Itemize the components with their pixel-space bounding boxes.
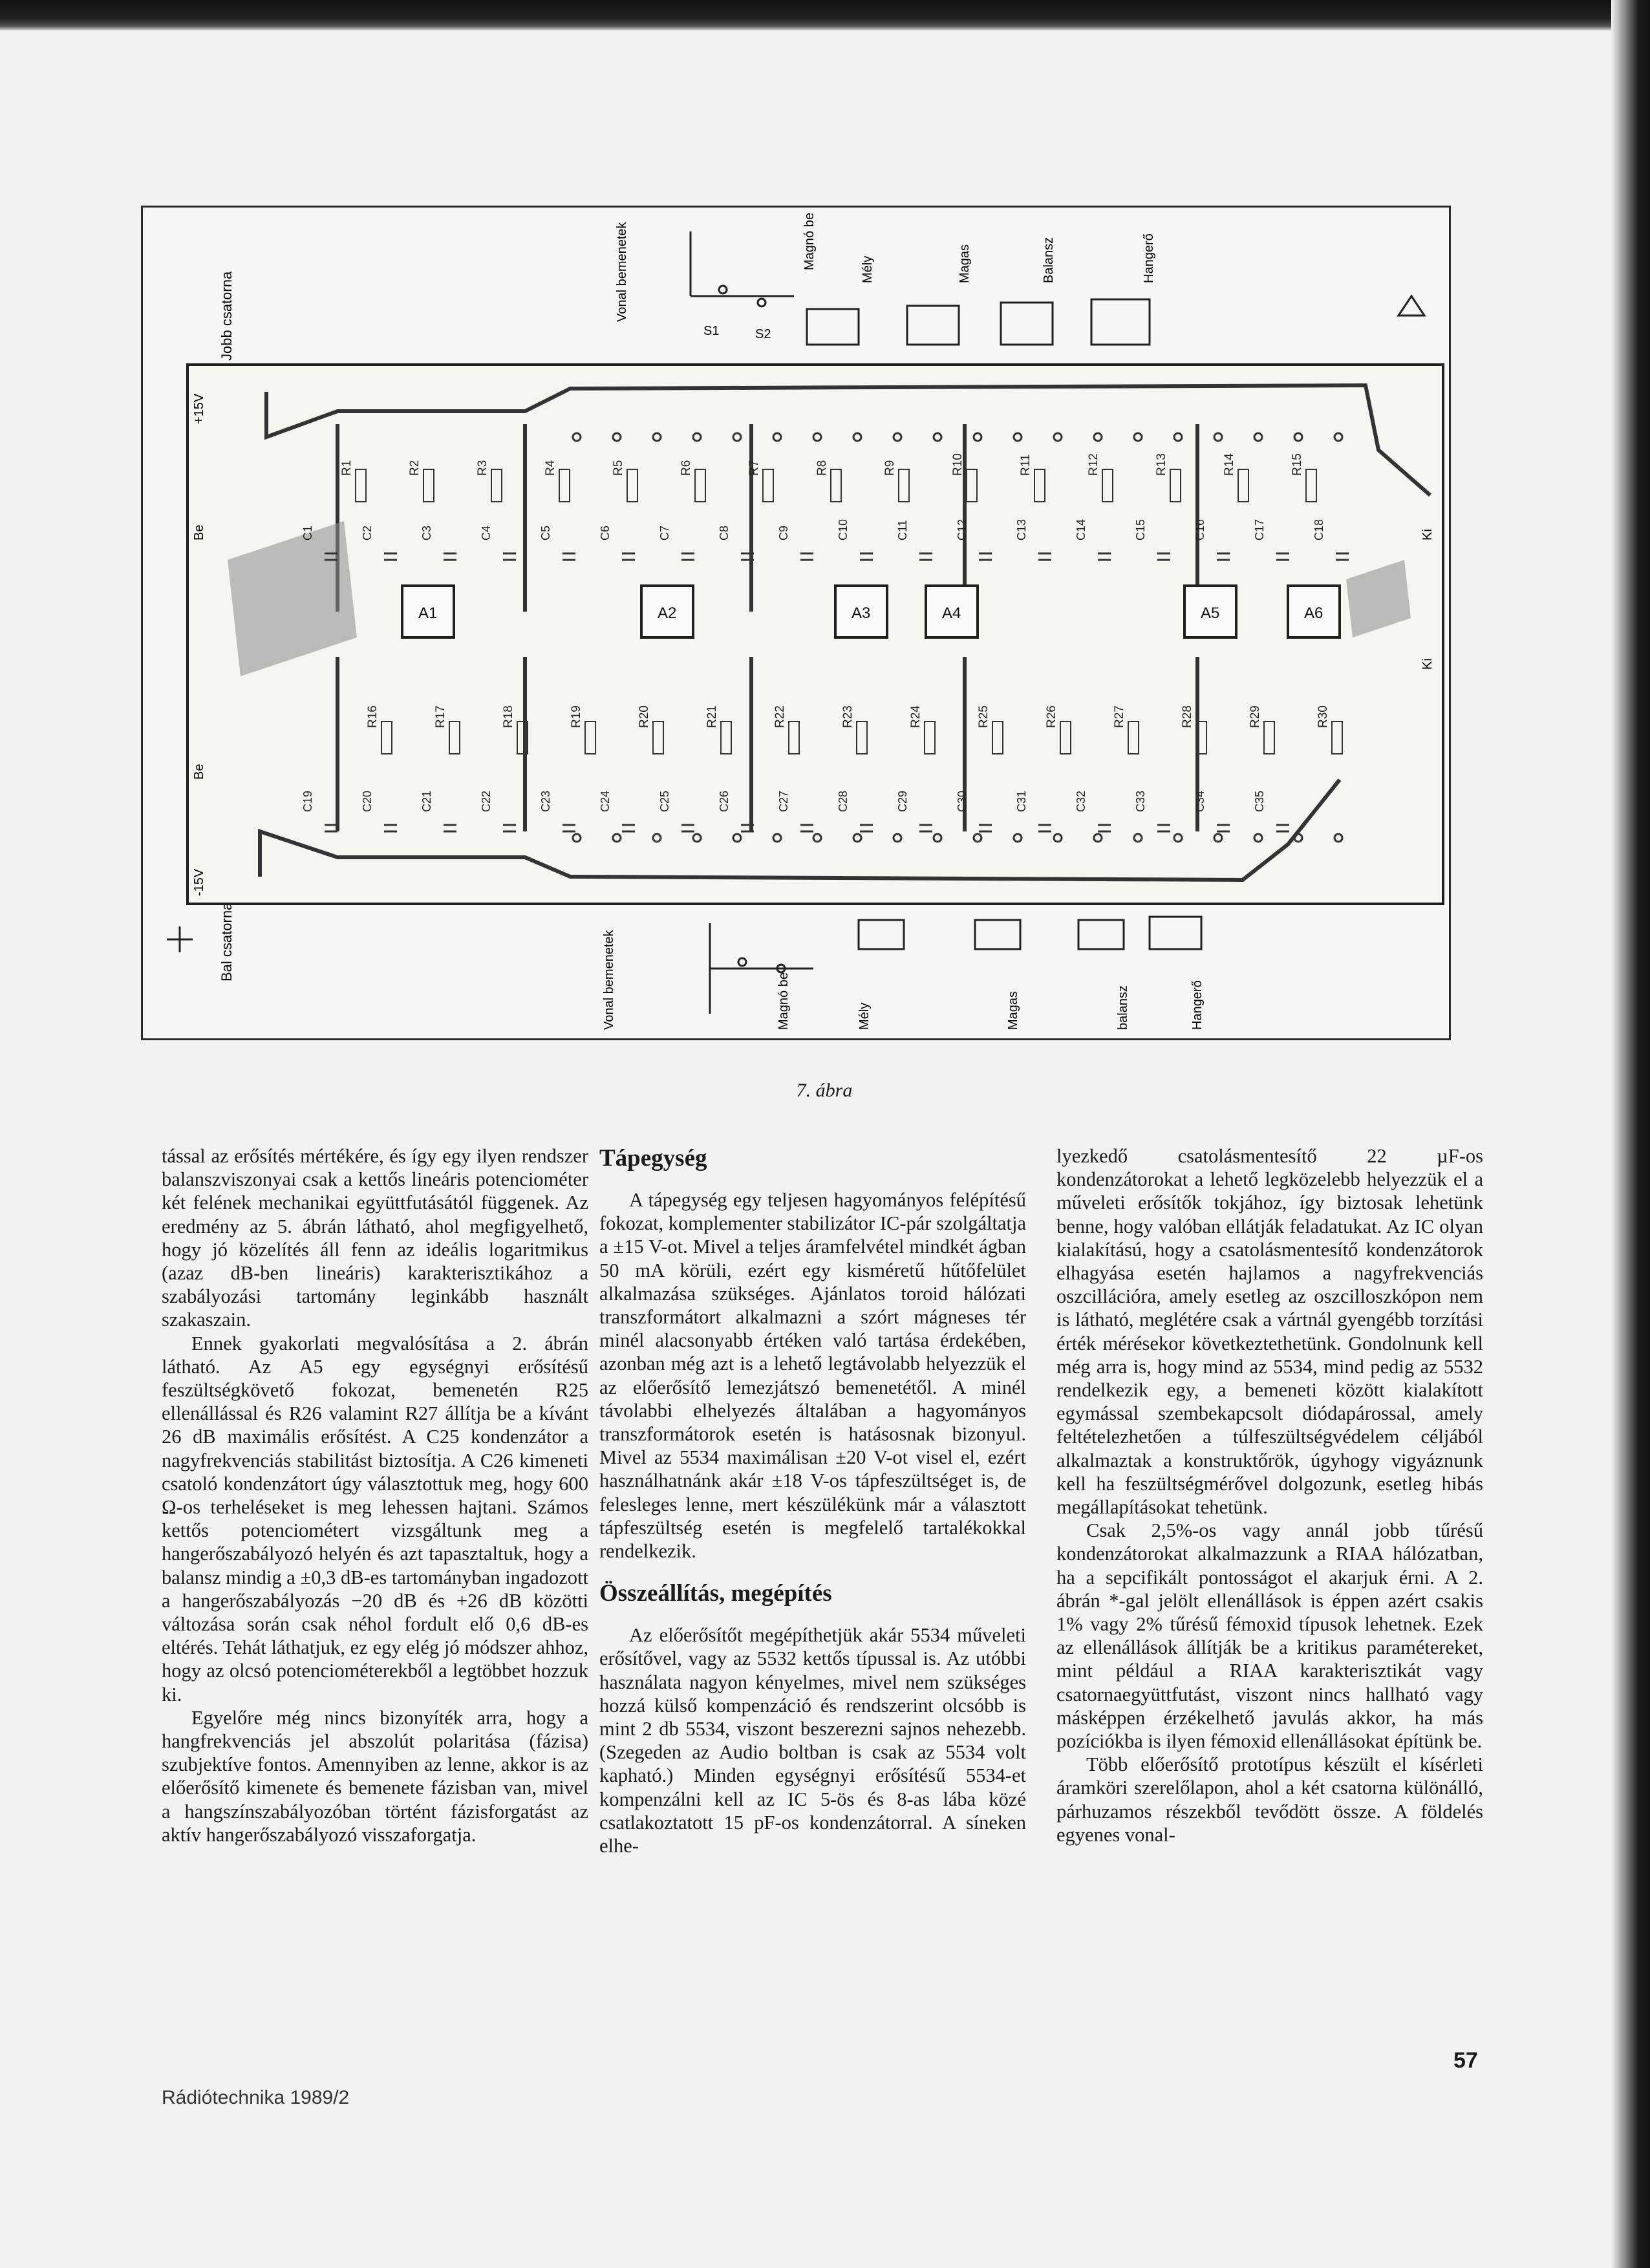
solder-pad <box>733 834 741 842</box>
solder-pad <box>894 834 901 842</box>
svg-text:C27: C27 <box>777 790 790 812</box>
svg-text:C8: C8 <box>718 525 731 540</box>
capacitor-c14 <box>1075 519 1111 560</box>
resistor-r25 <box>977 705 1003 754</box>
pcb-board <box>186 363 1444 905</box>
capacitor-c24 <box>599 791 635 831</box>
capacitor-c27 <box>777 791 813 831</box>
svg-text:R24: R24 <box>909 705 923 728</box>
capacitor-c19 <box>301 791 338 831</box>
svg-text:C28: C28 <box>837 790 850 812</box>
paragraph: Több előerősítő prototípus készült el kísérleti áramköri szerelőlapon, ahol a két csatorna különálló, párhuzamos részekből tevődött össze. A földelés egyenes vonal- <box>1056 1753 1483 1846</box>
capacitor-c11 <box>896 520 932 560</box>
solder-pad <box>1134 834 1142 842</box>
capacitor-c32 <box>1075 791 1111 831</box>
svg-text:C35: C35 <box>1253 790 1266 812</box>
svg-text:C20: C20 <box>361 790 374 812</box>
svg-text:R19: R19 <box>570 705 583 728</box>
svg-text:C22: C22 <box>480 790 493 812</box>
scan-top-edge <box>0 0 1650 31</box>
resistor-r15 <box>1291 453 1316 502</box>
svg-text:R21: R21 <box>705 705 719 728</box>
resistor-r22 <box>773 705 799 754</box>
svg-text:R12: R12 <box>1087 453 1100 476</box>
bass-label: Mély <box>861 255 875 283</box>
solder-pad <box>1254 834 1262 842</box>
resistor-r30 <box>1316 705 1342 754</box>
svg-text:C29: C29 <box>896 790 909 812</box>
paragraph: A tápegység egy teljesen hagyományos felépítésű fokozat, komplementer stabilizátor IC-pár szolgáltatja a ±15 V-ot. Mivel a teljes áramfelvétel mindkét ágban 50 mA körüli, ezért egy kisméretű hűtőfelület alkalmazása szükséges. Ajánlatos toroid hálózati transzformátort alkalmazni a szórt mágneses tér minél alacsonyabb értéken való tartása érdekében, azonban még azt is a lehető legtávolabb helyezzük el az előerősítő lemezjátszó bemenetétől. A minél távolabbi elhelyezés általában a hagyományos transzformátorok esetén is hatásosnak bizonyul. Mivel az 5534 maximálisan ±20 V-ot visel el, ezért használhatnánk akár ±18 V-os tápfeszültséget is, de felesleges lenne, mert készülékünk már a választott tápfeszültség esetén is megfelelő tartalékokkal rendelkezik. <box>599 1189 1026 1563</box>
svg-text:R20: R20 <box>638 705 651 728</box>
supply-plus-label: +15V <box>192 393 206 424</box>
solder-pad <box>1294 433 1302 441</box>
solder-pad <box>573 433 581 441</box>
svg-text:R5: R5 <box>612 460 625 476</box>
svg-text:R13: R13 <box>1155 453 1168 476</box>
balance-label: Balansz <box>1042 237 1056 283</box>
svg-text:C16: C16 <box>1194 519 1206 540</box>
capacitor-c35 <box>1253 791 1289 831</box>
svg-text:C6: C6 <box>599 525 612 540</box>
solder-pad <box>1014 433 1022 441</box>
solder-pad <box>813 834 821 842</box>
svg-text:C17: C17 <box>1253 519 1266 540</box>
svg-text:C34: C34 <box>1194 790 1206 812</box>
capacitor-c20 <box>361 791 397 831</box>
capacitor-c26 <box>718 791 754 831</box>
capacitor-c7 <box>658 526 694 560</box>
capacitor-c3 <box>420 526 456 560</box>
text-column-2 <box>599 1144 1026 1857</box>
svg-text:C1: C1 <box>301 525 314 540</box>
svg-text:R28: R28 <box>1181 705 1194 728</box>
solder-pad <box>1134 433 1142 441</box>
resistor-r1 <box>340 460 366 502</box>
solder-pad <box>653 433 661 441</box>
svg-text:R17: R17 <box>434 705 447 728</box>
resistor-r6 <box>680 460 705 502</box>
svg-text:R14: R14 <box>1223 453 1236 476</box>
svg-text:C30: C30 <box>956 790 969 812</box>
paragraph: Egyelőre még nincs bizonyíték arra, hogy a hangfrekvenciás jel abszolút polaritása (fázisa) szubjektíve fontos. Amennyiben az lenne, akkor is az előerősítő kimenete és bemenete fázisban van, mivel a hangszínszabályozóban történt fázisforgatást az aktív hangerőszabályozó visszaforgatja. <box>162 1706 588 1846</box>
resistor-r11 <box>1019 455 1045 502</box>
capacitor-c4 <box>480 526 516 560</box>
capacitor-c31 <box>1015 791 1051 831</box>
svg-text:R8: R8 <box>815 460 829 476</box>
svg-text:C9: C9 <box>777 525 790 540</box>
tape-in-label: Magnó be <box>777 972 791 1030</box>
text-column-1 <box>162 1144 588 1846</box>
switch-s2-label: S2 <box>755 327 771 341</box>
svg-text:R26: R26 <box>1045 705 1058 728</box>
resistor-r19 <box>570 705 595 754</box>
opamp-label: A3 <box>852 604 871 622</box>
solder-pad <box>1054 433 1062 441</box>
resistor-r2 <box>408 460 434 502</box>
svg-text:R3: R3 <box>476 460 489 476</box>
capacitor-c18 <box>1312 519 1349 560</box>
svg-text:R30: R30 <box>1316 705 1330 728</box>
solder-pad <box>573 834 581 842</box>
capacitor-c22 <box>480 791 516 831</box>
resistor-r20 <box>638 705 663 754</box>
capacitor-c15 <box>1134 519 1170 560</box>
right-channel-label-text: Jobb csatorna <box>219 271 235 361</box>
svg-text:C23: C23 <box>539 790 552 812</box>
svg-text:R2: R2 <box>408 460 422 476</box>
svg-text:C3: C3 <box>420 525 433 540</box>
solder-pad <box>1054 834 1062 842</box>
resistor-r17 <box>434 705 460 754</box>
solder-pad <box>1174 433 1182 441</box>
resistor-r27 <box>1113 705 1139 754</box>
svg-text:R7: R7 <box>747 460 761 476</box>
volume-label: Hangerő <box>1190 980 1205 1030</box>
solder-pad <box>1174 834 1182 842</box>
solder-pad <box>1334 834 1342 842</box>
scan-right-edge <box>1611 0 1650 2268</box>
svg-text:C18: C18 <box>1312 519 1325 540</box>
figure-caption: 7. ábra <box>796 1080 853 1101</box>
solder-pad <box>853 433 861 441</box>
journal-footer: Rádiótechnika 1989/2 <box>162 2087 350 2108</box>
paragraph: Csak 2,5%-os vagy annál jobb tűrésű kondenzátorokat alkalmazzunk a RIAA hálózatban, ha a sepcifikált pontosságot el akarjuk érni. A 2. ábrán *-gal jelölt ellenállások is éppen azért csakis 1% vagy 2% tűrésű fémoxid típusok lehetnek. Ezek az ellenállások állítják be a kritikus paramétereket, mint például a RIAA karakterisztikát vagy csatornaegyüttfutást, viszont nincs hallható vagy másképpen érzékelhető javulás akkor, ha más pozíciókba is ilyen fémoxid ellenállásokat építünk be. <box>1056 1519 1483 1753</box>
capacitor-c17 <box>1253 519 1289 560</box>
solder-pad <box>693 433 701 441</box>
paragraph: lyezkedő csatolásmentesítő 22 µF-os kondenzátorokat a lehető legközelebb helyezzük el a műveleti erősítők tokjához, így biztosak lehetünk benne, hogy valóban ellátják feladatukat. Az IC olyan kialakítású, hogy a csatolásmentesítő kondenzátorok elhagyása esetén hajlamos a nagyfrekvenciás oszcillációra, amely esetleg az oszcilloszkópon nem is látható, meglétére csak a vártnál gyengébb torzítási érték mérésekor következtethetünk. Gondolnunk kell még arra is, hogy mind az 5534, mind pedig az 5532 rendelkezik egy, a bemeneti között kialakított egymással szembekapcsolt diódapárossal, amely feltételezhetően a túlfeszültségvédelem céljából alkalmaztak a konstruktőrök, úgyhogy vigyáznunk kell ha feszültségmérővel dolgozunk, esetleg hibás megállapításokat tehetünk. <box>1056 1145 1483 1519</box>
text-column-3 <box>1056 1144 1483 1846</box>
capacitor-c12 <box>956 519 992 560</box>
input-label: Be <box>192 764 206 780</box>
svg-text:C13: C13 <box>1015 519 1028 540</box>
solder-pad <box>693 834 701 842</box>
bass-label: Mély <box>857 1002 872 1030</box>
solder-pad <box>934 433 941 441</box>
solder-pad <box>1334 433 1342 441</box>
paragraph: Ennek gyakorlati megvalósítása a 2. ábrán látható. Az A5 egy egységnyi erősítésű feszültségkövető fokozat, bemenetén R25 ellenállással és R26 valamint R27 állítja be a kívánt 26 dB maximális erősítést. A C25 kondenzátor a nagyfrekvenciás stabilitást biztosítja. A C26 kimeneti csatoló kondenzátort úgy választottuk meg, hogy 600 Ω-os terheléseket is meg lehessen hajtani. Számos kettős potenciométert vizsgáltunk meg a hangerőszabályozó helyén és azt tapasztaltuk, hogy a balansz mindig a ±0,3 dB-es tartományban ingadozott a hangerőszabályozás −20 dB és +26 dB közötti változása során csak néhol fordult elő 0,6 dB-es eltérés. Tehát láthatjuk, ez egy elég jó módszer ahhoz, hogy az olcsó potenciométerekből a legtöbbet hozzuk ki. <box>162 1332 588 1706</box>
svg-text:R16: R16 <box>366 705 380 728</box>
resistor-r3 <box>476 460 502 502</box>
svg-text:C14: C14 <box>1075 519 1088 540</box>
svg-text:C12: C12 <box>956 519 969 540</box>
solder-pad <box>974 433 981 441</box>
treble-label: Magas <box>1006 990 1020 1030</box>
svg-text:C21: C21 <box>420 790 433 812</box>
resistor-r4 <box>544 460 570 502</box>
solder-pad <box>1214 834 1222 842</box>
capacitor-c29 <box>896 791 932 831</box>
resistor-r16 <box>366 705 392 754</box>
svg-text:C4: C4 <box>480 525 493 540</box>
opamp-label: A2 <box>658 604 677 622</box>
capacitor-c5 <box>539 526 575 560</box>
left-channel-label-text: Bal csatorna <box>219 902 235 981</box>
svg-text:C32: C32 <box>1075 790 1088 812</box>
opamp-label: A1 <box>418 604 438 622</box>
svg-text:R29: R29 <box>1248 705 1262 728</box>
solder-pad <box>613 834 621 842</box>
resistor-r24 <box>909 705 935 754</box>
ground-zone-left <box>228 521 357 676</box>
svg-text:R11: R11 <box>1019 454 1033 476</box>
svg-text:C15: C15 <box>1134 519 1147 540</box>
svg-text:R22: R22 <box>773 705 787 728</box>
capacitor-c13 <box>1015 519 1051 560</box>
opamp-label: A4 <box>942 604 961 622</box>
svg-text:R18: R18 <box>502 705 515 728</box>
opamp-label: A5 <box>1201 604 1220 622</box>
solder-pad <box>773 433 781 441</box>
solder-pad <box>1254 433 1262 441</box>
resistor-r13 <box>1155 453 1181 502</box>
tape-in-label: Magnó be <box>802 213 817 270</box>
resistor-r29 <box>1248 705 1274 754</box>
supply-minus-label: -15V <box>192 868 206 896</box>
solder-pad <box>653 834 661 842</box>
solder-pad <box>894 433 901 441</box>
opamp-label: A6 <box>1304 604 1323 622</box>
left-channel-label <box>219 902 235 981</box>
svg-text:C25: C25 <box>658 790 671 812</box>
svg-text:R4: R4 <box>544 460 557 476</box>
capacitor-c23 <box>539 791 575 831</box>
solder-pad <box>813 433 821 441</box>
svg-text:C10: C10 <box>837 519 850 540</box>
resistor-r8 <box>815 460 841 502</box>
capacitor-c21 <box>420 791 456 831</box>
svg-text:C19: C19 <box>301 790 314 812</box>
capacitor-c8 <box>718 526 754 560</box>
solder-pad <box>1094 834 1102 842</box>
output-label: Ki <box>1420 658 1435 670</box>
opamp-group <box>402 586 1340 637</box>
solder-pad <box>1214 433 1222 441</box>
svg-text:C7: C7 <box>658 525 671 540</box>
resistor-r12 <box>1087 453 1113 502</box>
solder-pad <box>733 433 741 441</box>
switch-s1-label: S1 <box>703 324 720 338</box>
svg-text:C11: C11 <box>896 520 909 540</box>
svg-text:R27: R27 <box>1113 705 1126 728</box>
solder-pad <box>934 834 941 842</box>
capacitor-c9 <box>777 526 813 560</box>
paragraph: Az előerősítőt megépíthetjük akár 5534 műveleti erősítővel, vagy az 5532 kettős típussal is. Az utóbbi használata nagyon kényelmes, mivel nem szükséges hozzá külső kompenzáció és rendszerint olcsóbb is mint 2 db 5534, viszont beszerezni sajnos nehezebb. (Szegeden az Audio boltban is csak az 5534 volt kapható.) Minden egységnyi erősítésű 5534-et kompenzálni kell az IC 5-ös és 8-as lába közé csatlakoztatott 15 pF-os kondenzátorral. A síneken elhe- <box>599 1624 1026 1857</box>
resistor-r5 <box>612 460 638 502</box>
svg-text:R10: R10 <box>951 453 965 476</box>
solder-pad <box>773 834 781 842</box>
svg-text:R25: R25 <box>977 705 991 728</box>
capacitor-c2 <box>361 526 397 560</box>
balance-label: balansz <box>1116 985 1130 1030</box>
svg-text:C26: C26 <box>718 790 731 812</box>
svg-text:C24: C24 <box>599 790 612 812</box>
solder-pad <box>1014 834 1022 842</box>
svg-text:R1: R1 <box>340 460 354 476</box>
capacitor-c33 <box>1134 791 1170 831</box>
svg-text:C31: C31 <box>1015 790 1028 812</box>
resistor-r23 <box>841 705 867 754</box>
solder-pad <box>974 834 981 842</box>
resistor-r14 <box>1223 453 1248 502</box>
right-channel-label <box>219 271 235 361</box>
resistor-r9 <box>883 460 909 502</box>
svg-text:R6: R6 <box>680 460 693 476</box>
svg-text:R23: R23 <box>841 705 855 728</box>
capacitor-labels <box>301 519 1349 831</box>
capacitor-c30 <box>956 791 992 831</box>
input-label: Be <box>192 524 206 540</box>
ground-zone-right <box>1346 560 1411 637</box>
solder-pad <box>613 433 621 441</box>
section-heading-assembly: Összeállítás, megépítés <box>599 1580 832 1607</box>
capacitor-c28 <box>837 791 873 831</box>
section-heading-power-supply: Tápegység <box>599 1145 707 1171</box>
line-inputs-label: Vonal bemenetek <box>615 222 629 322</box>
treble-label: Magas <box>958 244 972 283</box>
paragraph: tással az erősítés mértékére, és így egy ilyen rendszer balanszviszonyai csak a kettős lineáris potenciométer két felének mechanikai együttfutásától függenek. Az eredmény az 5. ábrán látható, ahol megfigyelhető, hogy jó közelítés áll fenn az ideális logaritmikus (azaz dB-ben lineáris) karakterisztikához a szabályozási tartomány leginkább használt szakaszain. <box>162 1145 588 1331</box>
svg-text:C2: C2 <box>361 525 374 540</box>
svg-text:C33: C33 <box>1134 790 1147 812</box>
resistor-r26 <box>1045 705 1071 754</box>
capacitor-c10 <box>837 519 873 560</box>
resistor-r21 <box>705 705 731 754</box>
capacitor-c25 <box>658 791 694 831</box>
page-number: 57 <box>1453 2048 1478 2073</box>
resistor-r28 <box>1181 705 1206 754</box>
solder-pad <box>853 834 861 842</box>
output-label: Ki <box>1420 529 1435 540</box>
svg-text:R15: R15 <box>1291 453 1304 476</box>
line-inputs-label: Vonal bemenetek <box>602 930 616 1030</box>
svg-text:R9: R9 <box>883 460 897 476</box>
solder-pad <box>1094 433 1102 441</box>
volume-label: Hangerő <box>1142 233 1156 283</box>
capacitor-c6 <box>599 526 635 560</box>
svg-text:C5: C5 <box>539 525 552 540</box>
